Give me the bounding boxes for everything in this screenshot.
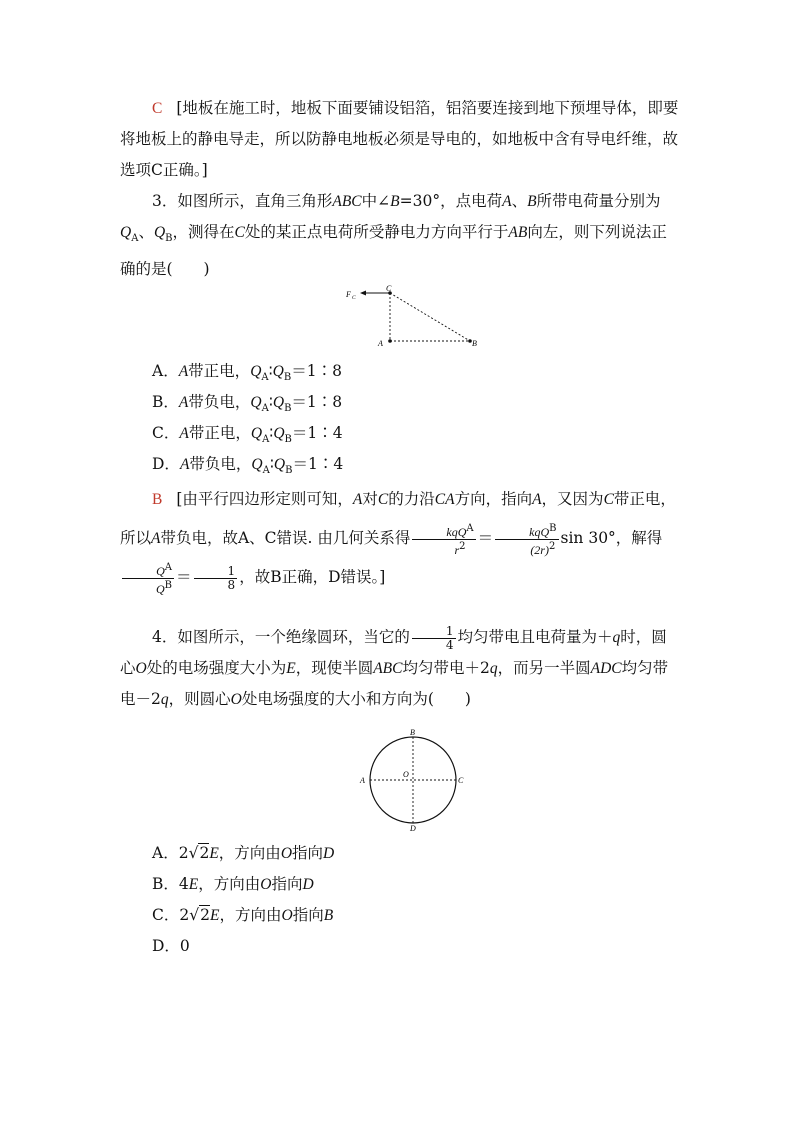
option-label: D． [152,455,180,473]
sqrt-radicand: 2 [199,844,210,862]
option-text: 指向 [292,844,324,862]
math-var: A [151,530,161,547]
math-var: Q [272,363,284,380]
math-var: O [281,907,293,924]
frac-sup: B [549,522,557,534]
option-text: 带负电， [188,393,251,411]
q3-option-d: D．A带负电，$Q_A∶Q_B=1∶4$ [152,455,344,477]
q3-answer [120,480,680,596]
text: 处的某正点电荷所受静电力方向平行于 [244,223,509,241]
q3-option-a: A．A带正电，$Q_A∶Q_B=1∶8$ [152,362,342,384]
option-text: 带正电， [188,424,251,442]
math-var: A [502,193,512,210]
math-var: O [260,876,272,893]
text: 均匀带电且电荷量为＋ [457,628,613,646]
math-var: B [390,193,400,210]
math-var: E [286,660,296,677]
math-var: E [210,907,220,924]
option-text: ，方向由 [219,906,282,924]
q2-answer [120,93,680,186]
text: ，而另一半圆 [497,659,591,677]
math-var: q [612,629,621,646]
math-var: Q [272,394,285,411]
text: 所带电荷量分别为 [536,192,661,210]
option-label: B．4 [152,875,189,893]
q4-stem [120,622,680,715]
text: 、 [138,223,154,241]
math-var: q [489,660,498,677]
frac-den: 8 [227,577,236,592]
math-var: Q [250,394,262,411]
math-var: ABC [332,193,362,210]
text: 、 [511,192,528,210]
frac-sup: 2 [548,540,556,552]
math-var: Q [250,363,262,380]
fraction-1 [412,522,475,557]
math-var: O [280,845,293,862]
math-var: C [603,491,614,508]
option-text: 指向 [292,906,324,924]
frac-num: 1 [194,565,238,579]
frac-den: 4 [445,637,454,652]
text: 对 [362,490,378,508]
fraction-quarter [412,625,456,652]
text: 带正电，所以 [120,490,676,547]
subscript: B [165,233,173,245]
math-var: O [230,691,242,708]
math-var: D [302,876,314,893]
option-text: 带正电， [188,362,251,380]
triangle-figure [340,282,490,352]
point-b-label: B [410,728,415,737]
subscript: B [283,372,292,384]
sqrt-radicand: 2 [200,906,210,924]
math-var: A [179,425,189,442]
text: ，测得在 [172,223,235,241]
subscript: B [285,465,293,477]
math-var: O [135,660,147,677]
option-label: B． [152,393,179,411]
text: 带负电，故A、C错误. 由几何关系得 [160,529,411,547]
math-var: E [188,876,199,893]
math-var: C [234,224,245,241]
frac-sup: A [466,522,474,534]
q4-option-c: C．2√2E，方向由O指向B [152,906,334,924]
subscript: A [262,434,270,446]
math-var: A [179,456,190,473]
math-var: A [178,363,189,380]
math-var: A [352,491,363,508]
math-var: E [209,845,219,862]
q4-option-a: A．2√2E，方向由O指向D [152,844,335,862]
point-b-label: B [472,339,477,348]
option-label: D．0 [152,937,190,955]
text: ＝ [477,529,494,547]
math-var: B [527,193,537,210]
point-c-label: C [458,776,464,785]
text: ，又因为 [541,490,604,508]
text: ＝ [176,568,192,586]
subscript: B [284,434,292,446]
option-label: C．2 [152,906,190,924]
math-var: CA [434,491,455,508]
answer-letter: B [152,491,163,508]
text: ，故B正确，D错误。] [239,568,386,586]
point-a-label: A [378,339,383,348]
option-text: ，方向由 [218,844,281,862]
answer-explanation: [地板在施工时，地板下面要铺设铝箔，铝箔要连接到地下预埋导体，即要将地板上的静电导走，所以防静电地板必须是导电的，如地板中含有导电纤维，故选项C正确。] [120,99,679,179]
text: =30°，点电荷 [399,192,503,210]
math-var: Q [273,425,285,442]
math-var: Q [250,425,263,442]
text: 时，圆心 [120,628,667,677]
text: 3．如图所示，直角三角形 [152,192,333,210]
ring-figure [356,726,468,834]
frac-sup: 2 [459,540,466,552]
answer-letter: C [152,100,163,117]
subscript: A [261,372,269,384]
frac-sup: B [164,579,173,591]
math-var: Q [251,456,263,473]
q3-stem [120,186,680,285]
math-var: B [323,907,334,924]
point-a-label: A [360,776,365,785]
text: 均匀带电＋2 [402,659,490,677]
option-ratio: ＝1∶4 [291,424,343,442]
math-var: AB [508,224,528,241]
text: ，现使半圆 [295,659,374,677]
subscript: A [131,233,139,245]
q4-option-d [152,936,190,956]
option-text: 带负电， [189,455,252,473]
text: ，则圆心 [168,690,231,708]
option-label: A． [152,362,179,380]
math-var: Q [273,456,286,473]
fraction-2 [495,522,558,557]
frac-den: Q [156,581,165,596]
math-var: ADC [590,660,622,677]
frac-num: 1 [412,625,456,639]
math-var: ABC [373,660,403,677]
subscript: A [261,403,269,415]
math-var: Q [153,224,166,241]
frac-sup: A [164,561,172,573]
text: 的力沿 [388,490,435,508]
subscript: B [284,403,292,415]
center-o-label: O [403,770,409,779]
q3-option-c: C．A带正电，$Q_A∶Q_B=1∶4$ [152,424,343,446]
text: 中∠ [361,192,391,210]
text: 均匀带电－2 [120,659,669,708]
point-c-label: C [386,284,392,293]
frac-den: r [454,542,460,557]
fraction-3 [122,561,174,596]
text: 4．如图所示，一个绝缘圆环，当它的 [152,628,410,646]
math-var: Q [120,224,132,241]
subscript: A [262,465,270,477]
math-var: D [323,845,335,862]
frac-num: kqQ [529,524,550,539]
math-var: q [160,691,169,708]
frac-num: Q [156,563,165,578]
math-var: A [532,491,542,508]
option-ratio: ＝1∶4 [292,455,344,473]
fraction-4 [194,565,238,592]
q4-option-b [152,874,314,895]
text: sin 30°，解得 [560,529,663,547]
point-d-label: D [410,824,416,833]
text: 处电场强度的大小和方向为( ) [241,690,471,708]
math-var: C [377,491,389,508]
fc-label: F [346,290,351,299]
option-ratio: ＝1∶8 [291,362,342,380]
option-ratio: ＝1∶8 [291,393,343,411]
q3-option-b: B．A带负电，$Q_A∶Q_B=1∶8$ [152,393,343,415]
text: 方向，指向 [454,490,533,508]
text: [由平行四边形定则可知， [176,490,353,508]
frac-den: (2r) [530,542,549,557]
text: 处的电场强度大小为 [146,659,287,677]
frac-num: kqQ [446,524,467,539]
text: 向左，则下列说法正确的是( ) [120,223,667,279]
math-var: A [178,394,189,411]
option-label: C． [152,424,180,442]
option-label: A．2 [152,844,189,862]
option-text: ，方向由 [198,875,261,893]
option-text: 指向 [271,875,303,893]
fc-sub: C [352,295,356,301]
